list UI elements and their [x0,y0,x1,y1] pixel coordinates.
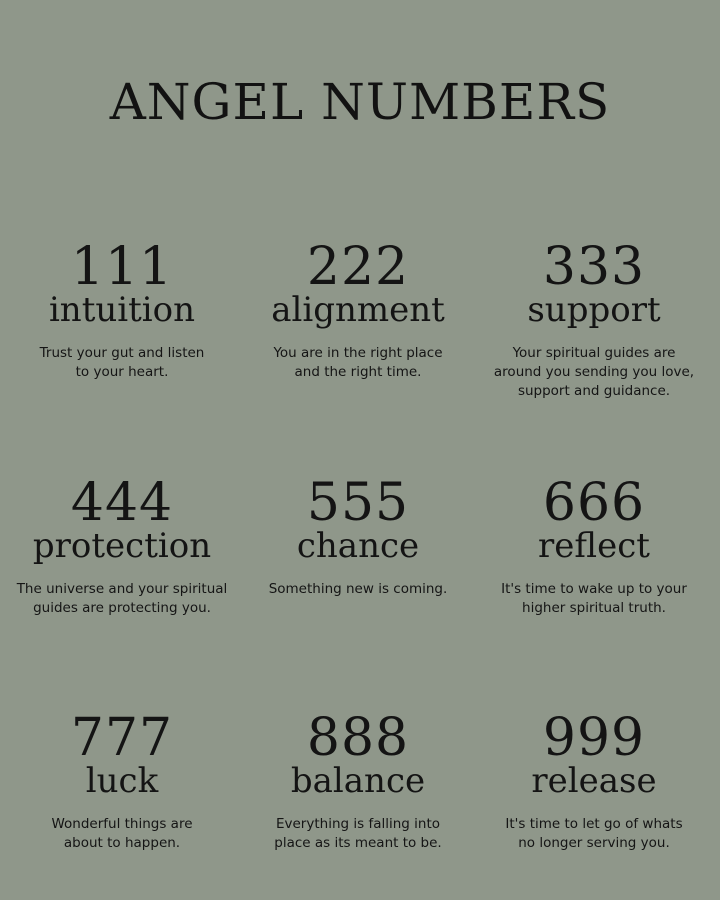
card-description-line: It's time to let go of whats [505,816,683,832]
card-word: alignment [271,290,445,330]
card-word: reflect [538,526,650,566]
card-description [478,344,710,401]
card-description-line: Wonderful things are [51,816,193,832]
card-description [6,344,238,382]
card-description-line: support and guidance. [517,383,671,399]
card-word: release [531,761,657,801]
card-444 [2,473,242,618]
card-description-line: The universe and your spiritual [16,581,228,597]
card-description-line: no longer serving you. [518,835,670,851]
card-word: luck [85,761,159,801]
card-number: 222 [306,237,410,297]
card-word: intuition [48,290,196,330]
card-222 [238,237,478,382]
card-description-line: Your spiritual guides are [512,345,676,361]
page-title: ANGEL NUMBERS [109,73,611,131]
card-description [478,815,710,853]
card-number: 333 [542,237,646,297]
card-description-line: higher spiritual truth. [522,600,666,616]
card-888 [238,708,478,853]
card-description-line: You are in the right place [273,345,443,361]
card-number: 666 [542,473,646,533]
card-number: 777 [70,708,174,768]
card-number: 999 [542,708,646,768]
card-word: balance [290,761,426,801]
card-description-line: Something new is coming. [268,581,448,597]
card-word: chance [296,526,420,566]
card-description-line: around you sending you love, [493,364,695,380]
card-666 [474,473,714,618]
card-777 [2,708,242,853]
card-number: 444 [70,473,174,533]
card-word: support [527,290,661,330]
card-number: 888 [306,708,410,768]
card-333 [474,237,714,401]
card-description-line: It's time to wake up to your [501,581,687,597]
card-description [242,580,474,599]
card-description-line: Trust your gut and listen [39,345,205,361]
card-description-line: Everything is falling into [275,816,440,832]
card-number: 555 [306,473,410,533]
card-description-line: to your heart. [75,364,169,380]
card-description [242,815,474,853]
card-description-line: about to happen. [63,835,181,851]
card-111 [2,237,242,382]
card-description-line: and the right time. [294,364,422,380]
card-word: protection [32,526,212,566]
card-description-line: place as its meant to be. [274,835,442,851]
card-description [478,580,710,618]
card-description [242,344,474,382]
card-description [6,580,238,618]
card-number: 111 [70,237,174,297]
card-description-line: guides are protecting you. [33,600,211,616]
card-999 [474,708,714,853]
card-555 [238,473,478,599]
card-description [6,815,238,853]
